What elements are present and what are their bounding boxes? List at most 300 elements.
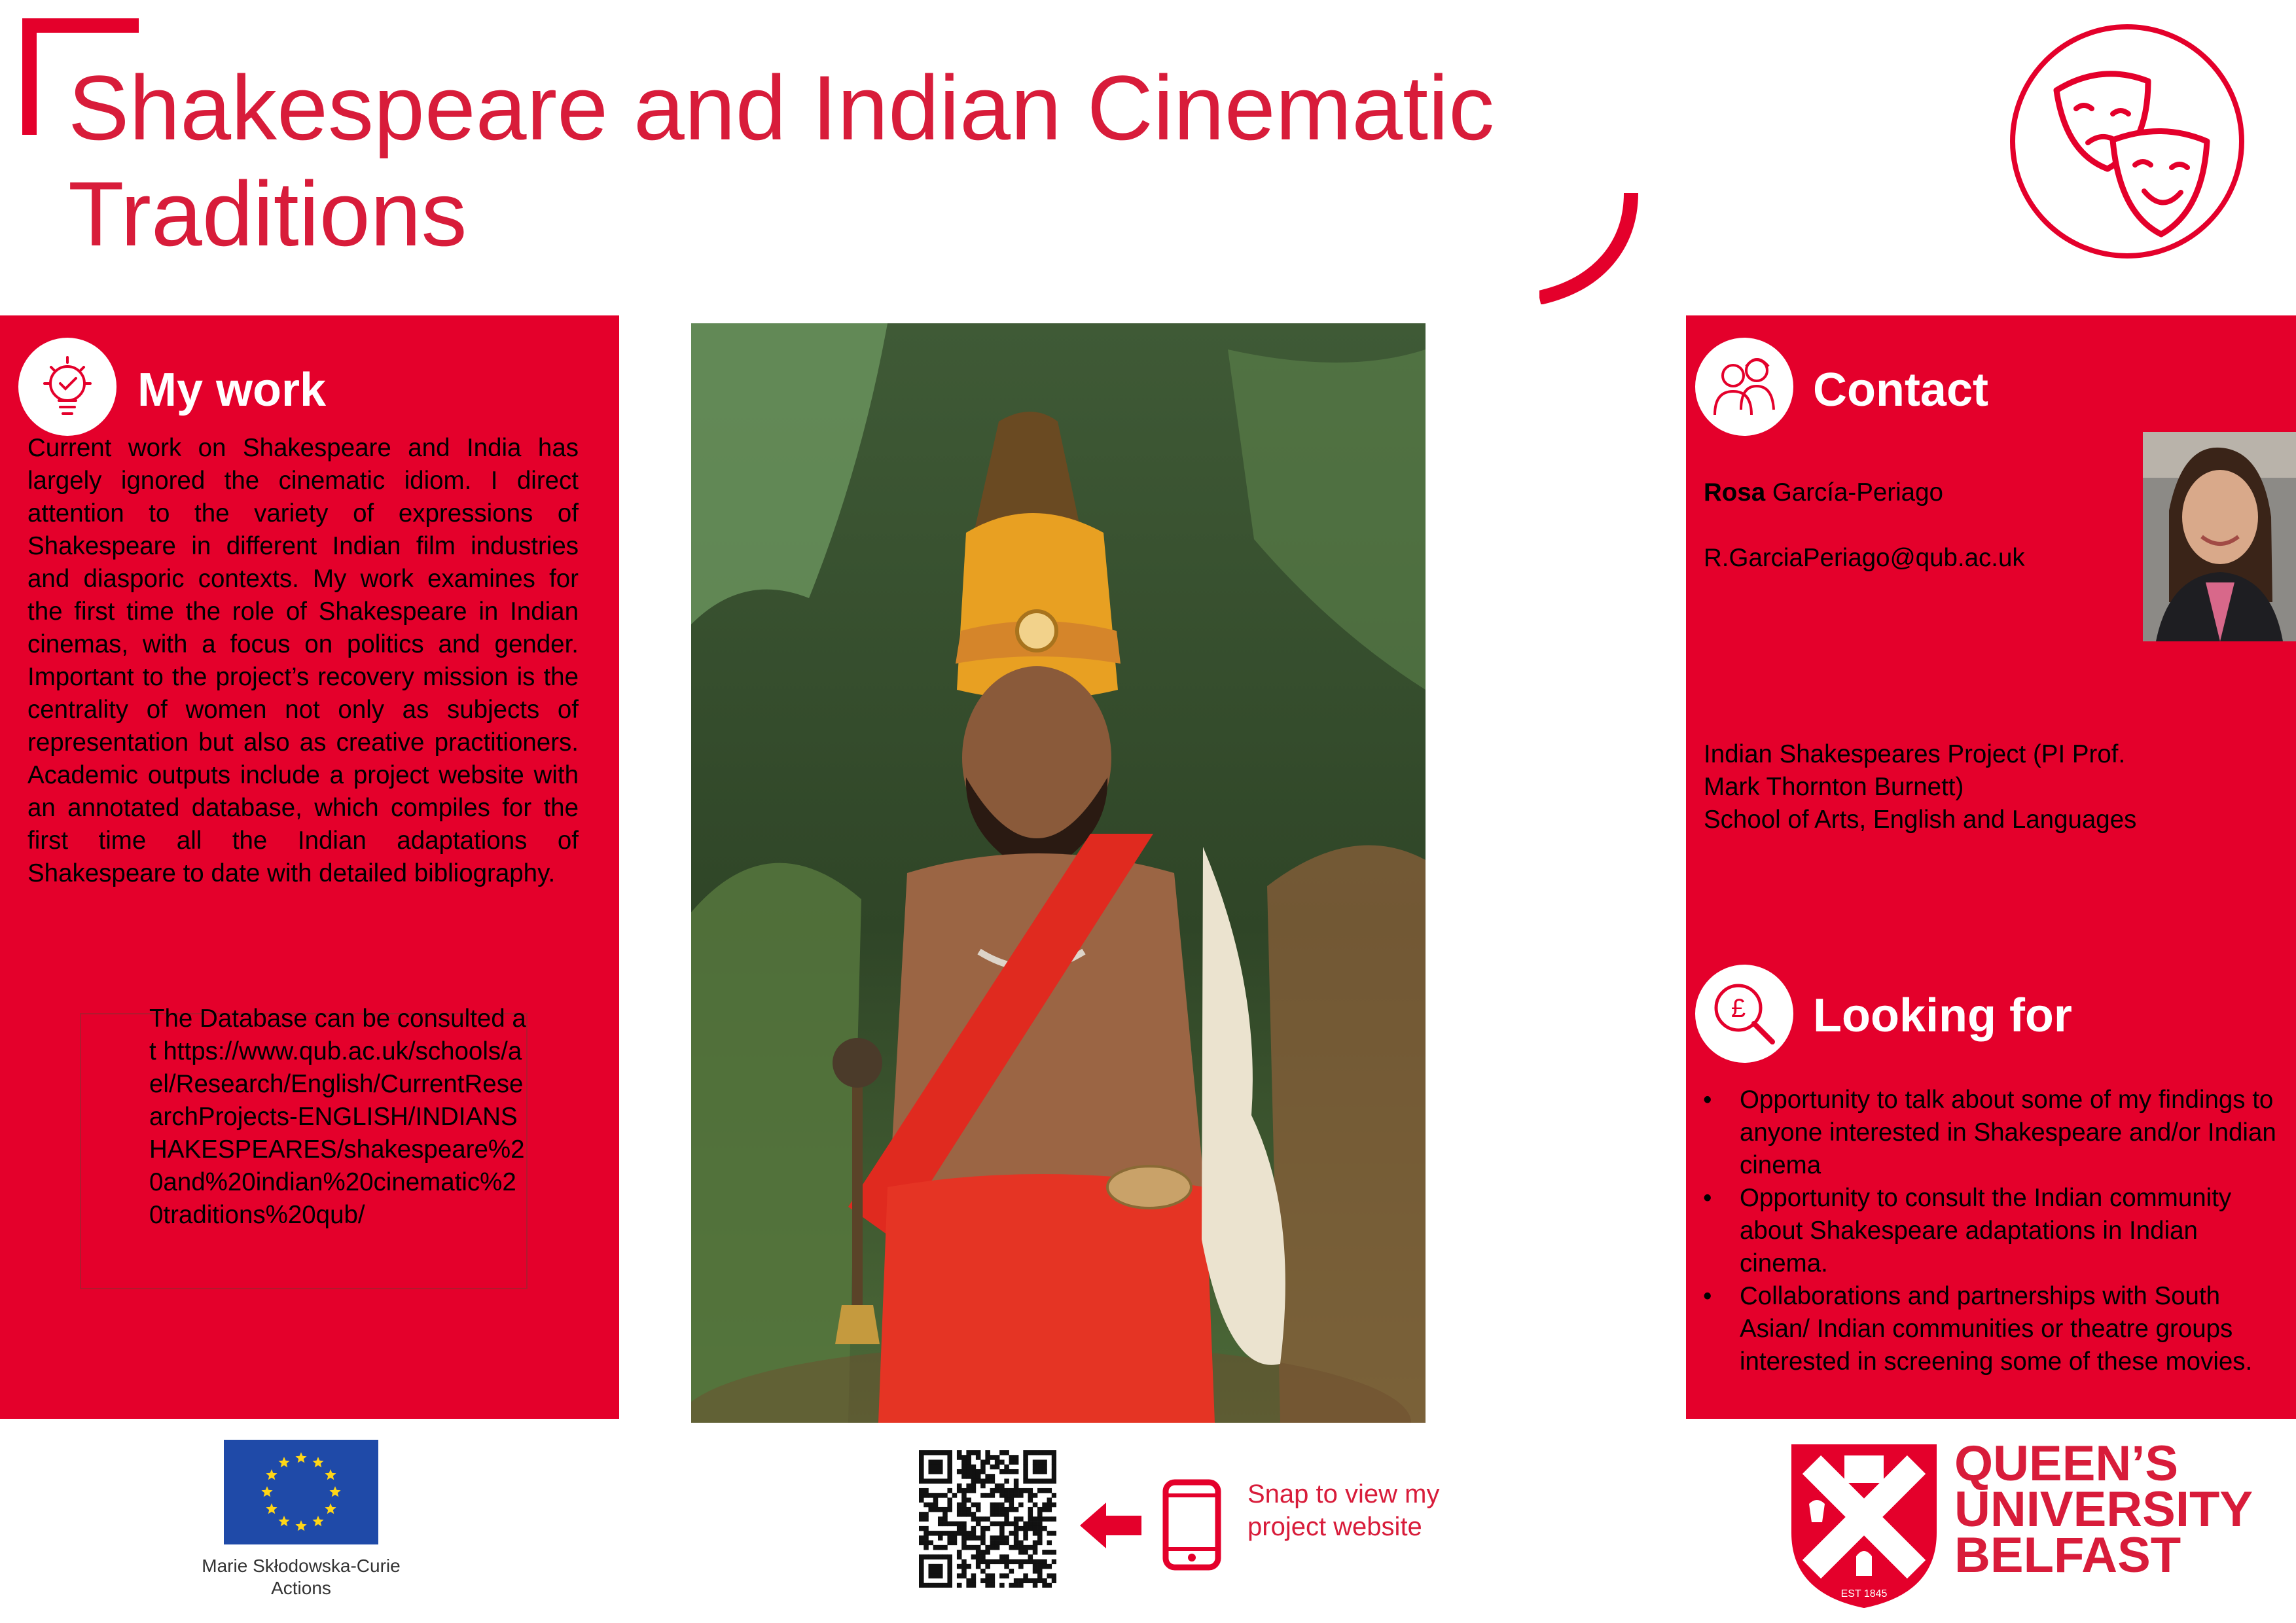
qr-module (957, 1526, 962, 1531)
qr-module (942, 1493, 948, 1498)
qr-module (1037, 1531, 1043, 1536)
qr-module (928, 1459, 933, 1465)
qr-module (971, 1516, 977, 1522)
qr-module (1014, 1522, 1019, 1527)
qr-module (980, 1493, 986, 1498)
svg-text:£: £ (1731, 994, 1746, 1023)
qr-module (938, 1535, 943, 1541)
qr-module (957, 1450, 962, 1455)
qr-module (971, 1578, 977, 1584)
qr-module (990, 1493, 996, 1498)
qr-module (1037, 1478, 1043, 1484)
qr-module (924, 1503, 929, 1508)
qr-module (942, 1516, 948, 1522)
qr-module (919, 1497, 924, 1503)
qr-module (990, 1522, 996, 1527)
qr-module (990, 1478, 996, 1484)
qr-module (933, 1469, 939, 1474)
qr-module (947, 1459, 952, 1465)
qr-module (1033, 1550, 1038, 1555)
qr-module (1004, 1488, 1009, 1493)
database-note: The Database can be consulted at https://www.qub.ac.uk/schools/ael/Research/English/CurrentResearchProjects-ENGLISH/INDIANSHAKESPEARES/shakespeare%20and%20indian%20cinematic%20traditions%20qub/ (149, 1005, 526, 1229)
qr-module (1014, 1526, 1019, 1531)
qr-module (995, 1488, 1000, 1493)
qr-module (1004, 1541, 1009, 1546)
qr-module (1028, 1560, 1033, 1565)
qr-module (961, 1526, 967, 1531)
qr-module (966, 1474, 971, 1479)
qr-module (971, 1554, 977, 1560)
qr-module (961, 1564, 967, 1569)
qr-module (971, 1545, 977, 1550)
qr-module (1042, 1516, 1047, 1522)
qr-module (961, 1459, 967, 1465)
qr-module (985, 1545, 990, 1550)
qr-module (999, 1503, 1005, 1508)
qr-module (980, 1526, 986, 1531)
university-line: UNIVERSITY (1954, 1482, 2253, 1537)
qr-module (933, 1503, 939, 1508)
qr-module (971, 1535, 977, 1541)
qr-module (971, 1484, 977, 1489)
qr-module (938, 1531, 943, 1536)
university-line: BELFAST (1954, 1527, 2181, 1583)
qr-module (1047, 1450, 1052, 1455)
contact-name (1704, 476, 1943, 509)
qr-module (919, 1493, 924, 1498)
qr-module (1047, 1507, 1052, 1512)
qr-module (957, 1564, 962, 1569)
qr-module (985, 1573, 990, 1578)
qr-module (938, 1493, 943, 1498)
qr-module (976, 1478, 981, 1484)
qr-module (976, 1554, 981, 1560)
qr-module (1023, 1545, 1028, 1550)
qr-module (980, 1550, 986, 1555)
qr-module (1033, 1469, 1038, 1474)
list-item: • Opportunity to consult the Indian community about Shakespeare adaptations in Indian cinema. (1702, 1182, 2291, 1280)
qr-module (990, 1578, 996, 1584)
qr-module (947, 1455, 952, 1460)
qr-module (1042, 1450, 1047, 1455)
list-item: • Opportunity to talk about some of my findings to anyone interested in Shakespeare and/or Indian cinema (1702, 1084, 2291, 1182)
qr-module (966, 1469, 971, 1474)
qr-module (976, 1535, 981, 1541)
qr-module (933, 1583, 939, 1588)
qr-module (1033, 1569, 1038, 1574)
qr-module (933, 1497, 939, 1503)
qr-module (961, 1455, 967, 1460)
qr-module (919, 1450, 924, 1455)
qr-module (933, 1531, 939, 1536)
qr-module (938, 1478, 943, 1484)
qr-module (999, 1507, 1005, 1512)
qr-module (980, 1535, 986, 1541)
qr-module (1037, 1573, 1043, 1578)
qr-module (924, 1583, 929, 1588)
qr-module (928, 1583, 933, 1588)
qr-module (971, 1474, 977, 1479)
qr-module (1009, 1488, 1014, 1493)
qr-module (1028, 1497, 1033, 1503)
qr-module (971, 1465, 977, 1470)
qr-module (928, 1573, 933, 1578)
qr-module (947, 1469, 952, 1474)
qr-module (933, 1459, 939, 1465)
qr-module (990, 1545, 996, 1550)
qr-module (928, 1569, 933, 1574)
qr-module (933, 1569, 939, 1574)
search-pound-icon (1695, 965, 1793, 1063)
qr-module (924, 1450, 929, 1455)
qr-module (1037, 1507, 1043, 1512)
qr-module (999, 1573, 1005, 1578)
qr-module (919, 1535, 924, 1541)
qr-module (980, 1469, 986, 1474)
qr-module (938, 1516, 943, 1522)
qr-module (990, 1583, 996, 1588)
qr-module (1042, 1564, 1047, 1569)
qr-module (966, 1465, 971, 1470)
qr-module (1009, 1507, 1014, 1512)
qr-module (995, 1503, 1000, 1508)
qr-module (1023, 1459, 1028, 1465)
qr-module (957, 1531, 962, 1536)
qr-module (1014, 1535, 1019, 1541)
qr-module (1014, 1545, 1019, 1550)
qr-module (966, 1455, 971, 1460)
qr-module (1014, 1531, 1019, 1536)
qr-module (938, 1554, 943, 1560)
qr-module (966, 1507, 971, 1512)
qr-module (1037, 1535, 1043, 1541)
qr-module (980, 1569, 986, 1574)
qr-module (1042, 1583, 1047, 1588)
qr-module (1028, 1526, 1033, 1531)
qr-module (1009, 1459, 1014, 1465)
qr-module (1023, 1469, 1028, 1474)
qr-module (957, 1507, 962, 1512)
eu-flag-icon (224, 1440, 378, 1544)
qr-module (1033, 1503, 1038, 1508)
qr-module (924, 1512, 929, 1517)
qr-module (976, 1560, 981, 1565)
qr-module (1004, 1573, 1009, 1578)
qr-module (957, 1488, 962, 1493)
qr-module (976, 1516, 981, 1522)
qr-module (999, 1560, 1005, 1565)
qr-module (1047, 1497, 1052, 1503)
corner-bracket-bottom-right (1539, 193, 1644, 304)
qr-module (961, 1488, 967, 1493)
qr-module (985, 1459, 990, 1465)
qr-module (1023, 1450, 1028, 1455)
qr-module (1004, 1554, 1009, 1560)
qr-module (990, 1560, 996, 1565)
qr-module (966, 1531, 971, 1536)
qr-module (1052, 1493, 1056, 1498)
qr-module (928, 1503, 933, 1508)
qr-module (1037, 1465, 1043, 1470)
qr-module (947, 1522, 952, 1527)
qr-module (1014, 1484, 1019, 1489)
qr-module (947, 1564, 952, 1569)
qr-module (1042, 1550, 1047, 1555)
qr-module (942, 1522, 948, 1527)
qr-module (919, 1474, 924, 1479)
qr-module (1033, 1531, 1038, 1536)
qr-module (961, 1493, 967, 1498)
qr-module (1023, 1465, 1028, 1470)
qr-module (995, 1560, 1000, 1565)
qr-module (1052, 1531, 1056, 1536)
contact-first-name: Rosa (1704, 478, 1766, 507)
qr-module (919, 1512, 924, 1517)
qr-module (971, 1469, 977, 1474)
people-icon (1695, 338, 1793, 436)
qr-module (976, 1522, 981, 1527)
qr-module (1047, 1550, 1052, 1555)
qr-module (999, 1535, 1005, 1541)
qr-module (1023, 1578, 1028, 1584)
qr-module (1009, 1569, 1014, 1574)
qr-module (928, 1478, 933, 1484)
qr-module (1004, 1560, 1009, 1565)
qr-module (1037, 1564, 1043, 1569)
qr-module (961, 1569, 967, 1574)
qr-module (1014, 1560, 1019, 1565)
qr-module (1052, 1560, 1056, 1565)
qr-module (990, 1507, 996, 1512)
qr-module (1042, 1526, 1047, 1531)
qr-module (990, 1455, 996, 1460)
qr-module (990, 1465, 996, 1470)
qr-module (1018, 1545, 1024, 1550)
qr-module (961, 1531, 967, 1536)
qr-module (919, 1488, 924, 1493)
qr-module (1047, 1583, 1052, 1588)
qr-module (966, 1488, 971, 1493)
qr-module (1042, 1488, 1047, 1493)
qr-module (1014, 1478, 1019, 1484)
university-line: QUEEN’S (1954, 1436, 2179, 1491)
qr-module (1004, 1497, 1009, 1503)
qr-module (990, 1512, 996, 1517)
qr-module (999, 1512, 1005, 1517)
qr-module (952, 1493, 958, 1498)
poster-title: Shakespeare and Indian Cinematic Traditions (68, 56, 1495, 265)
qr-module (928, 1541, 933, 1546)
qr-module (1004, 1507, 1009, 1512)
qr-module (919, 1573, 924, 1578)
qr-module (990, 1474, 996, 1479)
qr-module (999, 1531, 1005, 1536)
qr-module (938, 1450, 943, 1455)
qr-module (933, 1564, 939, 1569)
qr-module (947, 1535, 952, 1541)
qr-module (1028, 1545, 1033, 1550)
qr-module (1042, 1469, 1047, 1474)
qr-module (985, 1516, 990, 1522)
qr-module (947, 1560, 952, 1565)
qr-module (1023, 1455, 1028, 1460)
qr-module (933, 1493, 939, 1498)
qr-module (924, 1516, 929, 1522)
qr-module (933, 1507, 939, 1512)
project-line: Mark Thornton Burnett) (1704, 773, 1964, 801)
qr-module (1037, 1469, 1043, 1474)
qr-module (933, 1545, 939, 1550)
qr-module (957, 1583, 962, 1588)
qr-module (919, 1578, 924, 1584)
qr-module (995, 1507, 1000, 1512)
qr-module (1037, 1578, 1043, 1584)
qr-module (919, 1478, 924, 1484)
qr-module (1023, 1522, 1028, 1527)
qr-module (1014, 1516, 1019, 1522)
qr-module (924, 1488, 929, 1493)
qr-module (952, 1531, 958, 1536)
qr-module (1042, 1503, 1047, 1508)
qr-module (995, 1541, 1000, 1546)
qr-module (971, 1583, 977, 1588)
qr-module (919, 1554, 924, 1560)
qr-module (952, 1541, 958, 1546)
qr-module (961, 1541, 967, 1546)
qr-module (924, 1531, 929, 1536)
qr-module (1018, 1516, 1024, 1522)
qr-module (999, 1488, 1005, 1493)
qr-module (976, 1469, 981, 1474)
university-name (1954, 1436, 2253, 1583)
qr-module (1009, 1545, 1014, 1550)
qr-module (947, 1541, 952, 1546)
qr-module (971, 1503, 977, 1508)
qr-module (1014, 1493, 1019, 1498)
qr-module (957, 1554, 962, 1560)
qr-module (980, 1484, 986, 1489)
qr-module (942, 1531, 948, 1536)
qr-module (999, 1493, 1005, 1498)
qr-module (1052, 1474, 1056, 1479)
qr-module (961, 1503, 967, 1508)
qr-module (924, 1541, 929, 1546)
qr-module (1052, 1469, 1056, 1474)
project-line: School of Arts, English and Languages (1704, 806, 2137, 834)
qr-module (1009, 1560, 1014, 1565)
qr-module (976, 1564, 981, 1569)
qr-module (995, 1535, 1000, 1541)
qr-module (947, 1503, 952, 1508)
qr-module (957, 1503, 962, 1508)
qr-module (995, 1545, 1000, 1550)
qr-module (1004, 1465, 1009, 1470)
qr-module (957, 1573, 962, 1578)
qr-module (1028, 1512, 1033, 1517)
qr-module (1009, 1497, 1014, 1503)
qr-module (961, 1522, 967, 1527)
qr-module (1004, 1450, 1009, 1455)
qr-module (1023, 1488, 1028, 1493)
qr-module (980, 1478, 986, 1484)
qr-module (966, 1459, 971, 1465)
qr-module (995, 1522, 1000, 1527)
qr-module (924, 1554, 929, 1560)
qr-module (1033, 1526, 1038, 1531)
qr-module (995, 1484, 1000, 1489)
qr-module (1052, 1465, 1056, 1470)
qr-module (976, 1550, 981, 1555)
qr-module (971, 1450, 977, 1455)
qr-module (952, 1522, 958, 1527)
qr-module (999, 1541, 1005, 1546)
qr-module (1037, 1450, 1043, 1455)
project-info (1704, 738, 2280, 836)
qr-module (928, 1564, 933, 1569)
qr-module (928, 1507, 933, 1512)
contact-email[interactable]: R.GarciaPeriago@qub.ac.uk (1704, 544, 2025, 572)
qr-module (961, 1507, 967, 1512)
qr-module (966, 1578, 971, 1584)
qr-module (961, 1474, 967, 1479)
qr-module (938, 1569, 943, 1574)
qr-module (1018, 1493, 1024, 1498)
my-work-body: Current work on Shakespeare and India has largely ignored the cinematic idiom. I direct attention to the variety of expressions of Shakespeare in different Indian film industries and diasporic contexts. My work examines for the first time the role of Shakespeare in Indian cinemas, with a focus on politics and gender. Important to the project’s recovery mission is the centrality of women not only as subjects of representation but also as creative practitioners. Academic outputs include a project website with an annotated database, which compiles for the first time all the Indian adaptations of Shakespeare to date with detailed bibliography. (27, 434, 579, 887)
qr-module (1037, 1488, 1043, 1493)
qr-module (947, 1569, 952, 1574)
qr-module (1009, 1583, 1014, 1588)
qr-module (938, 1545, 943, 1550)
qr-module (1018, 1550, 1024, 1555)
qr-module (976, 1545, 981, 1550)
qr-module (1014, 1507, 1019, 1512)
qr-module (1009, 1522, 1014, 1527)
qr-module (976, 1450, 981, 1455)
qr-module (971, 1531, 977, 1536)
qr-module (933, 1478, 939, 1484)
qr-module (1018, 1526, 1024, 1531)
qr-module (971, 1478, 977, 1484)
qr-module (957, 1522, 962, 1527)
qr-module (1047, 1531, 1052, 1536)
list-item: • Collaborations and partnerships with South Asian/ Indian communities or theatre groups interested in screening some of these movies. (1702, 1280, 2291, 1378)
qr-module (999, 1484, 1005, 1489)
qr-module (1028, 1522, 1033, 1527)
qr-module (1028, 1450, 1033, 1455)
qr-module (1047, 1573, 1052, 1578)
contact-last-name: García-Periago (1772, 478, 1943, 507)
qr-module (966, 1512, 971, 1517)
qr-module (1052, 1573, 1056, 1578)
qr-module (1014, 1455, 1019, 1460)
qr-module (1023, 1474, 1028, 1479)
qr-module (971, 1526, 977, 1531)
qr-module (928, 1469, 933, 1474)
qr-module (1042, 1507, 1047, 1512)
qr-module (1033, 1545, 1038, 1550)
qr-module (942, 1478, 948, 1484)
qr-module (999, 1583, 1005, 1588)
qr-module (957, 1512, 962, 1517)
qr-module (1033, 1478, 1038, 1484)
qr-code-icon[interactable] (919, 1450, 1056, 1588)
qr-module (1047, 1541, 1052, 1546)
qr-module (990, 1488, 996, 1493)
qr-module (957, 1550, 962, 1555)
qr-module (961, 1497, 967, 1503)
arrow-left-icon (1080, 1503, 1141, 1548)
eu-label: Marie Skłodowska-Curie Actions (202, 1556, 401, 1598)
